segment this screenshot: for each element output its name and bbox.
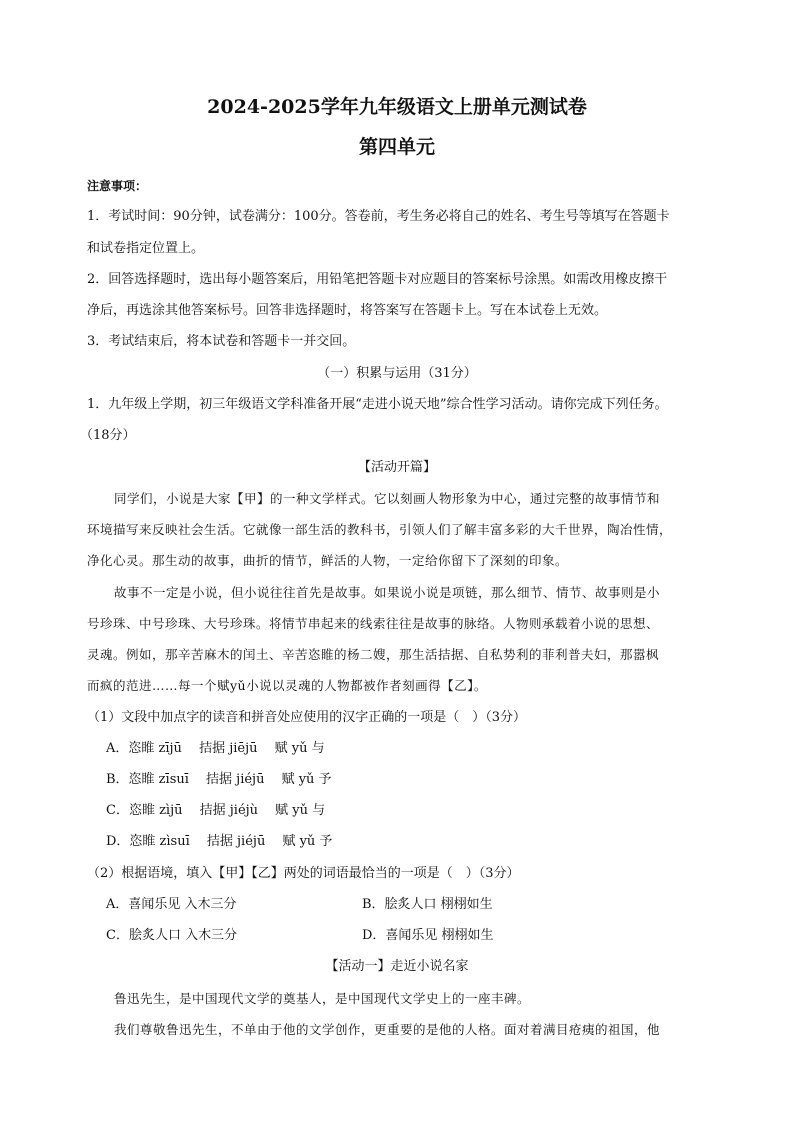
- passage-line: 环境描写来反映社会生活。它就像一部生活的教科书，引领人们了解丰富多彩的大千世界，陶冶性情，: [87, 522, 673, 537]
- question-stem: 1．九年级上学期，初三年级语文学科准备开展“走进小说天地”综合性学习活动。请你完成下列任务。: [87, 397, 668, 412]
- passage-line: 灵魂。例如，那辛苦麻木的闰土、辛苦恣睢的杨二嫂，那生活拮据、自私势利的菲利普夫妇，那嚣枫: [87, 647, 660, 662]
- passage-line: 鲁迅先生，是中国现代文学的奠基人，是中国现代文学史上的一座丰碑。: [114, 991, 531, 1006]
- passage-line: 同学们，小说是大家【甲】的一种文学样式。它以刻画人物形象为中心，通过完整的故事情节和: [114, 491, 661, 506]
- option-d: D．喜闻乐见 栩栩如生: [362, 928, 494, 943]
- notes-line: 1．考试时间：90分钟，试卷满分：100分。答卷前，考生务必将自己的姓名、考生号等填写在答题卡: [87, 209, 670, 224]
- option-a: A．恣睢 zījū 拮据 jiējū 赋 yǔ 与: [106, 741, 325, 756]
- subquestion-stem: （1）文段中加点字的读音和拼音处应使用的汉字正确的一项是（ ）（3分）: [87, 710, 527, 725]
- activity-heading: 【活动一】走近小说名家: [325, 959, 469, 974]
- passage-line: 故事不一定是小说，但小说往往首先是故事。如果说小说是项链，那么细节、情节、故事则是小: [114, 585, 661, 600]
- notes-line: 3．考试结束后，将本试卷和答题卡一并交回。: [87, 334, 356, 349]
- page-subtitle: 第四单元: [358, 136, 435, 158]
- notes-line: 2．回答选择题时，选出每小题答案后，用铅笔把答题卡对应题目的答案标号涂黑。如需改用橡皮擦干: [87, 272, 668, 287]
- passage-line: 我们尊敬鲁迅先生，不单由于他的文学创作，更重要的是他的人格。面对着满目疮痍的祖国，他: [114, 1022, 661, 1037]
- option-c: C．恣睢 zìjū 拮据 jiéjù 赋 yǔ 与: [106, 803, 326, 818]
- notes-line: 和试卷指定位置上。: [87, 241, 205, 256]
- notes-line: 净后，再选涂其他答案标号。回答非选择题时，将答案写在答题卡上。写在本试卷上无效。: [87, 303, 608, 318]
- option-b: B．恣睢 zīsuī 拮据 jiéjū 赋 yǔ 予: [106, 772, 332, 787]
- notes-heading: 注意事项：: [87, 179, 148, 193]
- subquestion-stem: （2）根据语境，填入【甲】【乙】两处的词语最恰当的一项是（ ）（3分）: [87, 866, 520, 881]
- question-stem: （18分）: [80, 428, 136, 443]
- section-heading: （一）积累与运用（31分）: [317, 366, 477, 381]
- activity-heading: 【活动开篇】: [357, 460, 436, 475]
- option-c: C．脍炙人口 入木三分: [106, 928, 238, 943]
- page-title: 2024-2025学年九年级语文上册单元测试卷: [207, 96, 587, 118]
- passage-line: 净化心灵。那生动的故事，曲折的情节，鲜活的人物，一定给你留下了深刻的印象。: [87, 553, 569, 568]
- passage-line: 号珍珠、中号珍珠、大号珍珠。将情节串起来的线索往往是故事的脉络。人物则承载着小说的思想、: [87, 616, 660, 631]
- option-d: D．恣睢 zìsuī 拮据 jiéjū 赋 yǔ 予: [106, 834, 333, 849]
- passage-line: 而疯的范进……每一个赋yǔ小说以灵魂的人物都被作者刻画得【乙】。: [87, 678, 487, 693]
- option-b: B．脍炙人口 栩栩如生: [362, 897, 493, 912]
- option-a: A．喜闻乐见 入木三分: [106, 897, 237, 912]
